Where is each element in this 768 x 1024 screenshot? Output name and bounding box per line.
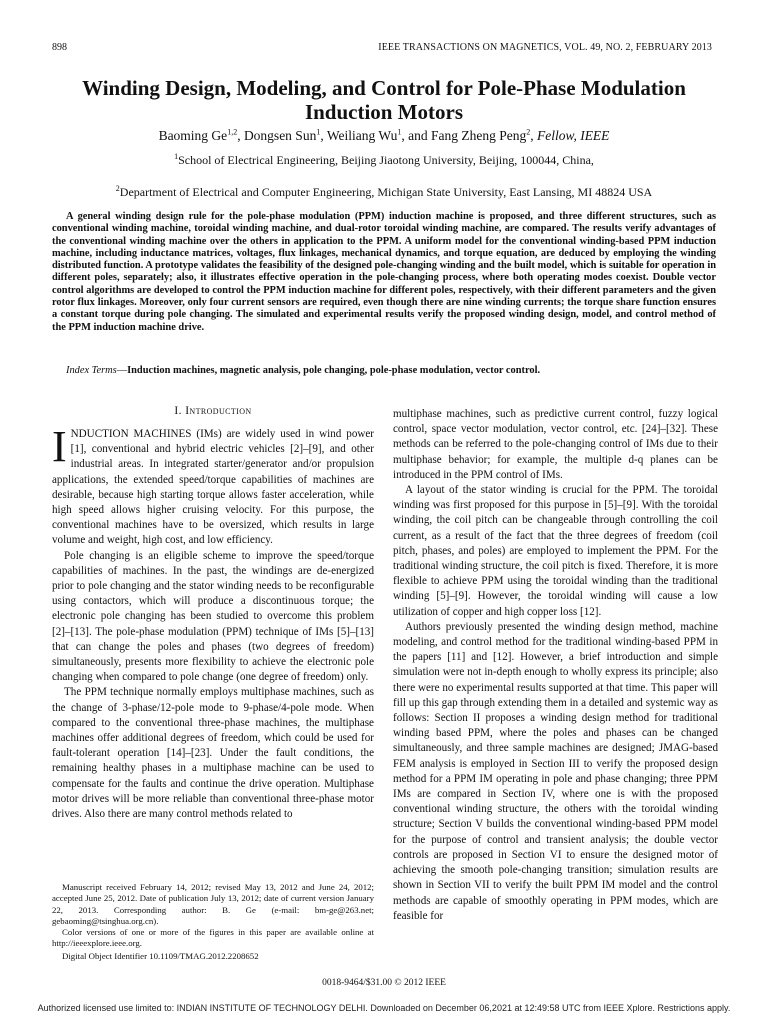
author-affiliation-mark: 2 (526, 127, 531, 137)
affiliation-1 (60, 153, 708, 168)
author-name: Dongsen Sun (243, 128, 317, 143)
index-terms-text: Induction machines, magnetic analysis, pole changing, pole-phase modulation, vector control. (127, 365, 541, 376)
author-affiliation-mark: 1 (397, 127, 402, 137)
page-number: 898 (52, 42, 67, 53)
author-affiliation-mark: 1 (316, 127, 321, 137)
paragraph: Pole changing is an eligible scheme to improve the speed/torque capabilities of machines. In the past, the windings are de-energized prior to pole changing and the stator winding needs to be reconfigurable using contactors, which will produce a discontinuous torque; the electronic pole changing has been studied to overcome this problem [2]–[13]. The pole-phase modulation (PPM) technique of IMs [5]–[13] that can change the poles and phases (two degrees of freedom) simultaneously, presents more flexibility to achieve the electronic pole changing when compared to pole change (one degree of freedom) only. (52, 549, 374, 684)
footnote-manuscript: Manuscript received February 14, 2012; revised May 13, 2012 and June 24, 2012; accepted June 25, 2012. Date of publication July 13, 2012; date of current version January 22, 2013. Corresponding author: B. Ge (e-mail: bm-ge@263.net; gebaoming@tsinghua.org.cn). (52, 882, 374, 926)
affiliation-mark: 1 (174, 152, 179, 161)
affiliation-mark: 2 (115, 184, 120, 193)
affiliation-2 (60, 185, 708, 200)
author-suffix: Fellow, IEEE (536, 128, 610, 143)
footnotes (52, 882, 374, 962)
author-name: Baoming Ge (158, 128, 228, 143)
footnote-color: Color versions of one or more of the figures in this paper are available online at http://ieeexplore.ieee.org. (52, 927, 374, 949)
author-name: Weiliang Wu (326, 128, 398, 143)
body-column-left (52, 422, 374, 822)
index-terms: Index Terms—Induction machines, magnetic analysis, pole changing, pole-phase modulation, vector control. (66, 365, 541, 376)
section-heading (52, 405, 374, 417)
section-title: Introduction (185, 405, 252, 417)
running-header: IEEE TRANSACTIONS ON MAGNETICS, VOL. 49, NO. 2, FEBRUARY 2013 (378, 42, 712, 53)
paragraph-text: NDUCTION MACHINES (IMs) are widely used in wind power [1], conventional and hybrid electric vehicles [2]–[9], and other industrial areas. In integrated starter/generator and/or propulsion applications, the extended speed/torque capabilities of machines are desirable, because high starting torque allows faster acceleration, while high speed allows higher cruising velocity. For this purpose, the conventional machines have to be oversized, which results in large volume and weight, high cost, and low efficiency. (52, 428, 374, 547)
paragraph: The PPM technique normally employs multiphase machines, such as the change of 3-phase/12-pole mode to 9-phase/4-pole mode. When compared to the conventional three-phase machines, the multiphase machines offer additional degrees of freedom, which could be used for fault-tolerant operation [14]–[23]. Under the fault conditions, the remaining healthy phases in a multiphase machine can be used to compensate for the faults and continue the drive operation. Multiphase motor drives will be more reliable than conventional three-phase motor drives. Also there are many control methods related to (52, 686, 374, 821)
author-list: Baoming Ge$^{1,2}$, Dongsen Sun$^1$, Weiliang Wu$^1$, and Fang Zheng Peng$^2$, Fellow, IEEE (158, 127, 610, 143)
paragraph: A layout of the stator winding is crucial for the PPM. The toroidal winding was first proposed for this purpose in [5]–[9]. With the toroidal winding, the coil pitch can be changeable through controlling the coil current, as a result of the fact that the three degrees of freedom (coil pitch, phases, and poles) are employed to implement the PPM. For the traditional winding structure, the coil pitch is fixed. Therefore, it is more flexible to achieve PPM using the toroidal winding than the traditional winding [5]–[9]. However, the toroidal winding will cause a low utilization of copper and high copper loss [12]. (393, 484, 718, 618)
body-column-right (393, 407, 718, 924)
author-name: Fang Zheng Peng (430, 128, 527, 143)
paragraph (52, 422, 374, 549)
section-number: I. (174, 405, 182, 417)
drop-cap: I (52, 422, 67, 471)
paragraph: Authors previously presented the winding design method, machine modeling, and control method for the traditional winding-based PPM in the papers [11] and [12]. However, a brief introduction and simple simulation were not in-depth enough to wholly express its principle; also there were no experimental results supported at that time. This paper will fill up this gap through extending them in a detailed and systemic way as follows: Section II proposes a winding design method for traditional winding based PPM, where the poles and phases can be changed simultaneously, and three sample machines are designed; JMAG-based FEM analysis is employed in Section III to verify the proposed design method for a PPM IM operating in pole and phase changing; three PPM IMs are compared in Section IV, where one is with the proposed conventional winding structure, the others with the toroidal winding structure; Section V builds the conventional winding-based PPM model for the purpose of control and transient analysis; the double vector controls are proposed in Section VI to ensure the designed motor of achieving the smooth pole-changing transition; simulation results are shown in Section VII to verify the built PPM IM model and the control methods are capable of smoothly operating in PPM modes, which are feasible for (393, 620, 718, 922)
abstract: A general winding design rule for the pole-phase modulation (PPM) induction machine is proposed, and three different structures, such as conventional winding machine, toroidal winding machine, and dual-rotor toroidal winding machine, are compared. The results verify advantages of the conventional winding machine over the others in application to the PPM. A uniform model for the conventional winding-based PPM induction machine, including inductance matrices, voltages, flux linkages, mechanical dynamics, and torque equation, are deduced by employing the winding distributed function. A prototype validates the feasibility of the designed pole-changing winding and the built model, which is suitable for operation in different poles, separately; also, it illustrates effective operation in the pole-changing process, where both operating modes coexist. Double vector control algorithms are developed to control the PPM induction machine for different poles, respectively, with their different parameters and the given rotor flux linkages. Moreover, only four current sensors are required, even though there are nine winding currents; the torque share function ensures a constant torque during pole changing. The simulated and experimental results verify the proposed winding design, model, and control method of the PPM induction machine drive. (52, 211, 716, 333)
copyright-line: 0018-9464/$31.00 © 2012 IEEE (322, 978, 446, 988)
paper-title: Winding Design, Modeling, and Control for Pole-Phase Modulation Induction Motors (82, 76, 686, 124)
license-notice: Authorized licensed use limited to: INDIAN INSTITUTE OF TECHNOLOGY DELHI. Downloaded on December 06,2021 at 12:49:58 UTC from IEEE Xplore. Restrictions apply. (37, 1003, 731, 1013)
author-affiliation-mark: 1,2 (227, 127, 238, 137)
affiliation-text: School of Electrical Engineering, Beijing Jiaotong University, Beijing, 100044, China, (178, 153, 594, 167)
paragraph: multiphase machines, such as predictive current control, fuzzy logical control, space vector modulation, vector control, etc. [24]–[32]. These methods can be referred to the pole-changing control of IMs due to their multiphase behavior; for example, the multiple d-q planes can be introduced in the PPM control of IMs. (393, 408, 718, 481)
affiliation-text: Department of Electrical and Computer Engineering, Michigan State University, East Lansing, MI 48824 USA (119, 185, 653, 199)
footnote-doi: Digital Object Identifier 10.1109/TMAG.2012.2208652 (62, 950, 259, 961)
index-terms-lead: Index Terms (66, 365, 117, 376)
